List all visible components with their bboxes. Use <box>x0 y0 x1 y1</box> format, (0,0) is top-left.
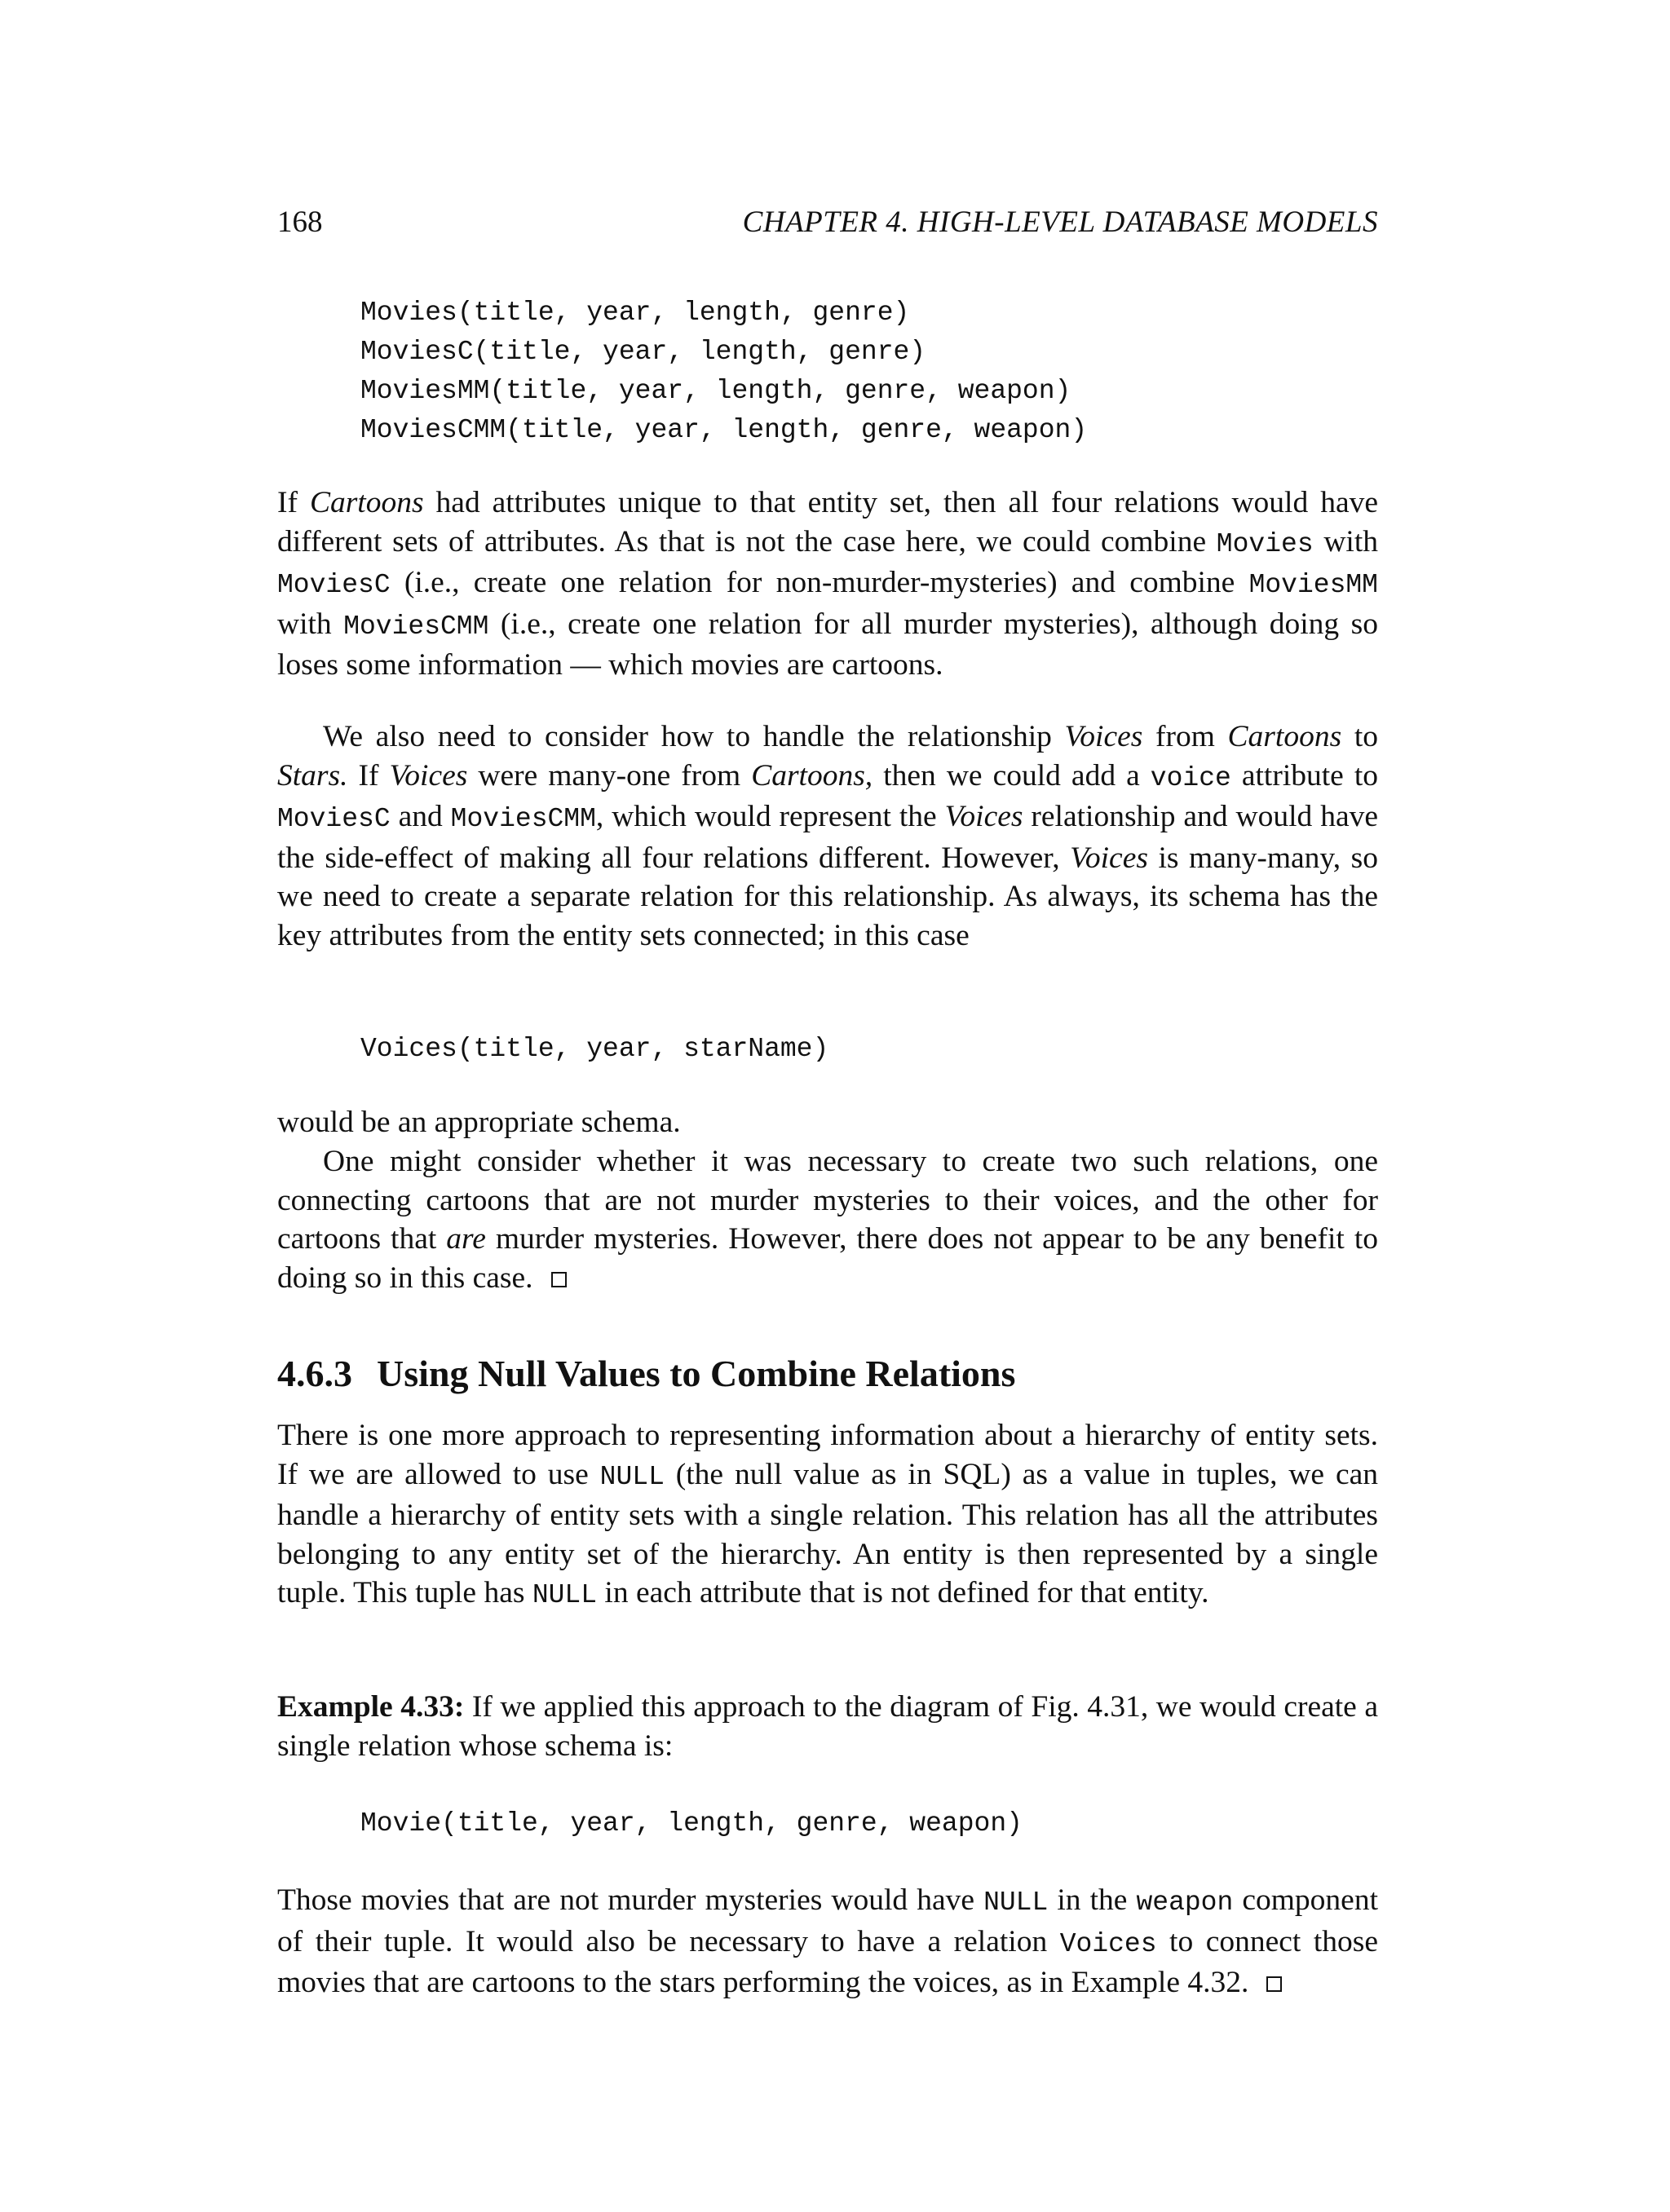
example-4-33: Example 4.33: If we applied this approach to the diagram of Fig. 4.31, we would create a single relation whose schema is: <box>277 1690 1378 1763</box>
schema-line: Movies(title, year, length, genre) <box>360 298 910 328</box>
end-of-example-icon <box>1266 1976 1282 1992</box>
end-of-example-icon <box>551 1272 567 1287</box>
section-number: 4.6.3 <box>277 1353 352 1394</box>
schema-block-movies <box>360 294 1087 450</box>
paragraph-null-weapon: Those movies that are not murder mysteries would have NULL in the weapon component of their tuple. It would also be necessary to have a relation Voices to connect those movies that are cartoons to the stars performing the voices, as in Example 4.32. <box>277 1883 1378 1999</box>
section-heading <box>277 1349 1378 1398</box>
schema-line: MoviesMM(title, year, length, genre, weapon) <box>360 376 1071 406</box>
paragraph-voices-relationship: We also need to consider how to handle the relationship Voices from Cartoons to Stars. If Voices were many-one from Cartoons, then we could add a voice attribute to MoviesC and MoviesCMM, which would represent the Voices relationship and would have the side-effect of making all four relations different. However, Voices is many-many, so we need to create a separate relation for this relationship. As always, its schema has the key attributes from the entity sets connected; in this case <box>277 720 1378 952</box>
paragraph-cartoons-attributes: If Cartoons had attributes unique to that entity set, then all four relations would have different sets of attributes. As that is not the case here, we could combine Movies with MoviesC (i.e., create one relation for non-murder-mysteries) and combine MoviesMM with MoviesCMM (i.e., create one relation for all murder mysteries), although doing so loses some information — which movies are cartoons. <box>277 486 1378 682</box>
page-header <box>277 202 1378 243</box>
schema-voices: Voices(title, year, starName) <box>360 1034 829 1064</box>
running-head: CHAPTER 4. HIGH-LEVEL DATABASE MODELS <box>742 205 1378 239</box>
schema-line: MoviesC(title, year, length, genre) <box>360 337 926 367</box>
schema-movie: Movie(title, year, length, genre, weapon) <box>360 1808 1023 1839</box>
paragraph-appropriate-schema: would be an appropriate schema. <box>277 1106 681 1139</box>
schema-line: MoviesCMM(title, year, length, genre, weapon) <box>360 415 1088 445</box>
example-label: Example 4.33: <box>277 1690 465 1724</box>
paragraph-null-approach: There is one more approach to representing information about a hierarchy of entity sets. If we are allowed to use NULL (the null value as in SQL) as a value in tuples, we can handle a hierarchy of entity sets with a single relation. This relation has all the attributes belonging to any entity set of the hierarchy. An entity is then represented by a single tuple. This tuple has NULL in each attribute that is not defined for that entity. <box>277 1419 1378 1610</box>
section-title: Using Null Values to Combine Relations <box>377 1353 1016 1394</box>
paragraph-two-relations: One might consider whether it was necessary to create two such relations, one connecting cartoons that are not murder mysteries to their voices, and the other for cartoons that are murder mysteries. However, there does not appear to be any benefit to doing so in this case. <box>277 1145 1378 1295</box>
page-number: 168 <box>277 205 323 239</box>
